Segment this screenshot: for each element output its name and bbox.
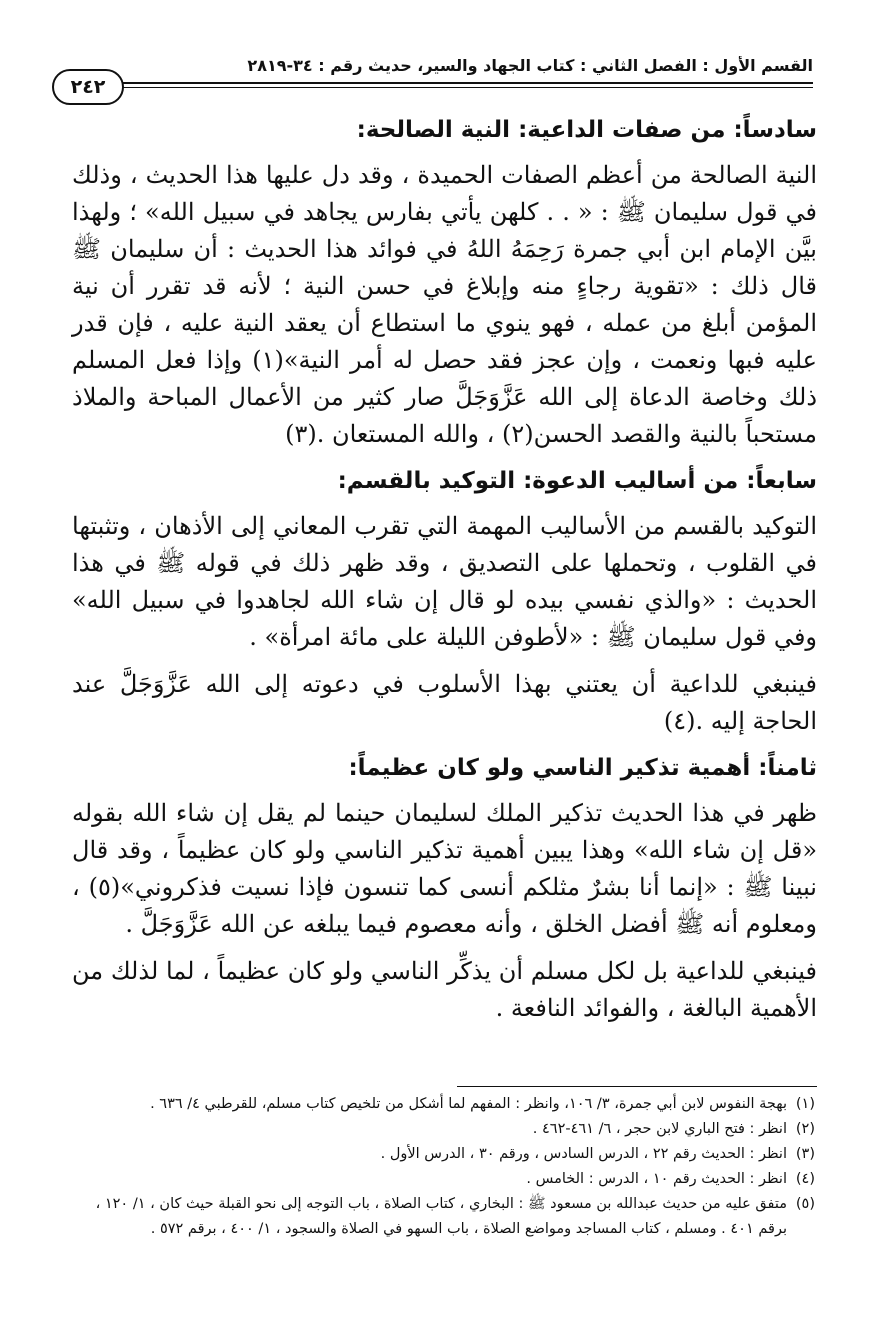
footnote-number: (١) [795,1096,815,1112]
header-rule [70,82,813,84]
footnote [66,1092,815,1117]
footnotes [66,1092,815,1242]
footnote-continuation [66,1217,815,1242]
footnote-text: انظر : الحديث رقم ٢٢ ، الدرس السادس ، ورقم ٣٠ ، الدرس الأول . [380,1146,787,1162]
page-number: ٢٤٢ [52,69,124,105]
section-seventh [72,463,817,740]
footnote-text: متفق عليه من حديث عبدالله بن مسعود ﷺ : البخاري ، كتاب الصلاة ، باب التوجه إلى نحو القبلة حيث كان ، ١/ ١٢٠ ، [95,1196,787,1212]
footnote-text: برقم ٤٠١ . ومسلم ، كتاب المساجد ومواضع الصلاة ، باب السهو في الصلاة والسجود ، ١/ ٤٠٠ ، برقم ٥٧٢ . [150,1221,787,1237]
footnote-text: انظر : الحديث رقم ١٠ ، الدرس : الخامس . [526,1171,787,1187]
footnote [66,1167,815,1192]
section-heading: سادساً: من صفات الداعية: النية الصالحة: [356,117,817,143]
header-rule-thin [70,87,813,88]
footnote [66,1117,815,1142]
paragraph: التوكيد بالقسم من الأساليب المهمة التي تقرب المعاني إلى الأذهان ، وتثبتها في القلوب ، وتحملها على التصديق ، وقد ظهر ذلك في قوله ﷺ في هذا الحديث : «والذي نفسي بيده لو قال إن شاء الله لجاهدوا في سبيل الله» وفي قول سليمان ﷺ : «لأطوفن الليلة على مائة امرأة» . [72,512,817,651]
paragraph: ظهر في هذا الحديث تذكير الملك لسليمان حينما لم يقل إن شاء الله بقوله «قل إن شاء الله» وهذا يبين أهمية تذكير الناسي ولو كان عظيماً ، وقد قال نبينا ﷺ : «إنما أنا بشرٌ مثلكم أنسى كما تنسون فإذا نسيت فذكروني»(٥) ، ومعلوم أنه ﷺ أفضل الخلق ، وأنه معصوم فيما يبلغه عن الله عَزَّوَجَلَّ . [72,799,817,938]
main-text [72,112,817,1037]
paragraph: فينبغي للداعية بل لكل مسلم أن يذكِّر الناسي ولو كان عظيماً ، لما لذلك من الأهمية البالغة ، والفوائد النافعة . [72,957,817,1022]
section-heading: ثامناً: أهمية تذكير الناسي ولو كان عظيماً: [348,755,817,781]
footnote-number: (٤) [795,1171,815,1187]
section-eighth [72,750,817,1027]
running-header: القسم الأول : الفصل الثاني : كتاب الجهاد والسير، حديث رقم : ٣٤-٢٨١٩ [247,56,813,75]
footnote-number: (٢) [795,1121,815,1137]
section-sixth [72,112,817,453]
footnote [66,1192,815,1217]
footnote-number: (٣) [795,1146,815,1162]
footnote-text: انظر : فتح الباري لابن حجر ، ٦/ ٤٦١-٤٦٢ . [532,1121,787,1137]
paragraph: فينبغي للداعية أن يعتني بهذا الأسلوب في دعوته إلى الله عَزَّوَجَلَّ عند الحاجة إليه .(٤) [72,670,817,735]
footnote [66,1142,815,1167]
footnote-text: بهجة النفوس لابن أبي جمرة، ٣/ ١٠٦، وانظر : المفهم لما أشكل من تلخيص كتاب مسلم، للقرطبي ٤/ ٦٣٦ . [150,1096,787,1112]
footnote-number: (٥) [795,1196,815,1212]
footnote-separator [457,1086,817,1087]
paragraph: النية الصالحة من أعظم الصفات الحميدة ، وقد دل عليها هذا الحديث ، وذلك في قول سليمان ﷺ : « . . كلهن يأتي بفارس يجاهد في سبيل الله» ؛ ولهذا بيَّن الإمام ابن أبي جمرة رَحِمَهُ اللهُ في فوائد هذا الحديث : أن سليمان ﷺ قال ذلك : «تقوية رجاءٍ منه وإبلاغ في حسن النية ؛ لأنه قد تقرر أن نية المؤمن أبلغ من عمله ، فهو ينوي ما استطاع أن يعقد النية عليه ، فإن قدر عليه فبها ونعمت ، وإن عجز فقد حصل له أمر النية»(١) وإذا فعل المسلم ذلك وخاصة الدعاة إلى الله عَزَّوَجَلَّ صار كثير من الأعمال المباحة والملاذ مستحباً بالنية والقصد الحسن(٢) ، والله المستعان .(٣) [72,161,818,448]
section-heading: سابعاً: من أساليب الدعوة: التوكيد بالقسم: [337,468,817,494]
